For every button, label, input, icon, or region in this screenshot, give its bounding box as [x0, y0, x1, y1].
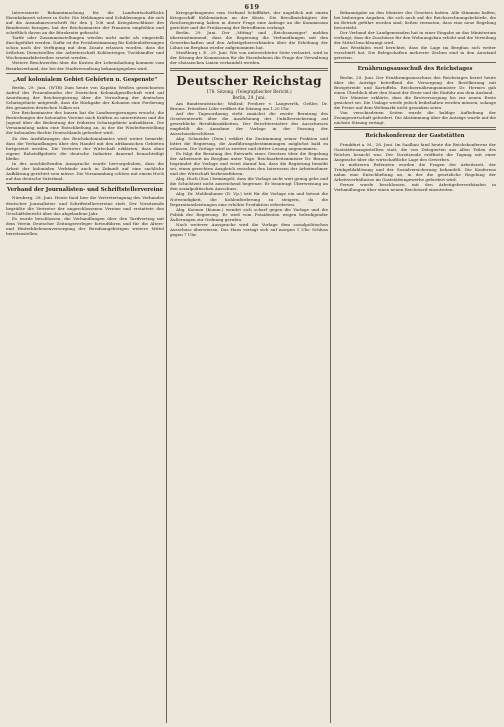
section-heading: Verband der Journalisten- und Schriftstellervereine [7, 186, 163, 193]
article-paragraph: Abg. Koenen (Komm.) wendet sich scharf gegen die Vorlage und die Politik der Regierung. Er wird vom Präsidenten wegen beleidigender Äußerungen zur Ordnung gerufen. [170, 206, 328, 222]
article-paragraph: Abg. Hoch (Soz.) bemängelt, dass die Vorlage nicht weit genug gehe und die Schichtzeit nicht ausreichend begrenze. Er beantragt Überweisung an den sozialpolitischen Ausschuss. [170, 176, 328, 192]
article-paragraph: Nürnberg, 28. Juni. Heute fand hier die Vertretertagung des Verbandes deutscher Journalisten- und Schriftstellervereine statt. Der Vorsitzende begrüßte die Vertreter der angeschlossenen Vereine und erstattete den Geschäftsbericht über das abgelaufene Jahr. [6, 195, 164, 216]
section-heading: „Auf kolonialem Gebiet Gehörten u. Gespenste" [12, 76, 158, 83]
article-paragraph: Nach weiterer Aussprache wird die Vorlage dem sozialpolitischen Ausschuss überwiesen. Das Haus vertagt sich auf morgen 1 Uhr. Schluss gegen 7 Uhr. [170, 221, 328, 237]
page-number: 619 [244, 3, 260, 11]
article-paragraph: Frankfurt a. M., 28. Juni. Im Saalbau fand heute die Reichskonferenz der Gaststättenangestellten statt, die von Delegierten aus allen Teilen des Reiches besucht war. Der Vorsitzende eröffnete die Tagung mit einer Ansprache über die wirtschaftliche Lage des Gewerbes. [334, 141, 496, 163]
article-paragraph: In mehreren Referaten wurden die Fragen der Arbeitszeit, der Trinkgeldablösung und der Sozialversicherung behandelt. Die Konferenz nahm eine Entschließung an, in der die gesetzliche Regelung der Arbeitsverhältnisse im Gaststättengewerbe gefordert wird. [334, 162, 496, 183]
article-paragraph: Der Verband der Landgemeinden hat in einer Eingabe an das Ministerium verlangt, dass die Zuschüsse für den Wohnungsbau erhöht und die Verteilung der Mittel beschleunigt wird. [334, 30, 496, 46]
article-paragraph: Der Minister erklärte, dass die Brotversorgung bis zur neuen Ernte gesichert sei. Die Umlage werde jedoch beibehalten werden müssen, solange die Preise auf dem Weltmarkt nicht gesunken seien. [334, 95, 496, 111]
dateline: Berlin, 29. Juni. [232, 94, 266, 100]
article-paragraph: Kriegsgefangenen vom Verband Schifffahrt, der angeblich mit einem Kriegsschiff Kohlenstation an der Küste. Die Bevollmächtigten der Reichsregierung haben in dieser Frage eine Anfrage an die Kommission gerichtet und die Freilassung der Betroffenen verlangt. [170, 10, 328, 31]
section-separator [170, 68, 328, 71]
article-paragraph: Tarife oder Zusammenstellungen werden nicht mehr als eingestellt durchgeführt werden. Dafür ist die Preisbestimmung für Kohlenlieferungen schon nach der Verfügung mit dem Zusatz erlassen worden, dass die örtlichen Dienststellen der Arbeiterschaft Kohlenträger, Tuchhändler und Wochenmarktbetreiber ersetzt werden. [6, 35, 164, 61]
article-paragraph: Ferner wurde beschlossen, mit den Arbeitgeberverbänden in Verhandlungen über einen neuen Reichstarif einzutreten. [334, 182, 496, 193]
section-separator [6, 183, 164, 184]
column-2 [170, 10, 328, 723]
article-paragraph: Straßburg i. E., 29. Juni. Wie von unterrichteter Seite verlautet, wird in der Sitzung der Kommission für die Eisenbahnen die Frage der Verwaltung der elsässischen Linien verhandelt werden. [170, 50, 328, 66]
article-paragraph: Berlin, 29. Juni. Der Ernährungsausschuss des Reichstages beriet heute über die Anträge betreffend die Versorgung der Bevölkerung mit Brotgetreide und Kartoffeln. Reichsernährungsminister Dr. Hermes gab einen Überblick über den Stand der Ernte und die Einfuhr aus dem Ausland. [334, 74, 496, 96]
section-separator [334, 127, 496, 130]
article-paragraph: Am Bundesratstische: Wallraf, Freiherr v. Langwerth, Geßler, Dr. Brauns. Präsident Löbe eröffnet die Sitzung um 1.20 Uhr. [170, 100, 328, 111]
column-3 [334, 10, 496, 723]
main-heading: Deutscher Reichstag [176, 73, 322, 88]
article-paragraph: Weitere Beschwerden über die Kosten der Lebenshaltung kommen vom Bezirksverband, der bei der Stadtverwaltung bekanntgegeben wird. [6, 60, 164, 71]
column-divider [166, 10, 167, 723]
column-divider [330, 10, 331, 723]
article-paragraph: Abg. Dr. Moldenhauer (D. Vp.) tritt für die Vorlage ein und betont die Notwendigkeit, die Kohlenförderung zu steigern, da die Reparationsleistungen eine erhöhte Produktion erforderten. [170, 191, 328, 207]
article-paragraph: Interessierte Bekanntmachung für die Landwirtschaftliche Eisenbahnzeit schwer in Sicht. Die Meldungen und Schilderungen, die sich auf die Ausnahmevorschrift für den § 106 und Kriegsbeschlüsse des Bundesrats bezogen, hat der Reichsminister der Finanzen empfohlen und schriftlich davon an die Bürokratie gebracht. [6, 10, 164, 36]
section-heading: Reichskonferenz der Gaststätten [365, 133, 465, 140]
section-heading: Ernährungsausschuß des Reichstages [357, 66, 473, 73]
article-paragraph: Bekanntgabe an den Minister des Gesetzes hatten. Alle Stimmen halfen; bei bisherigen Angaben, die sich auch auf die Reichsrechnungsbehörde, die im Betrieb geführt worden sind, ließen vermuten, dass eine neue Regelung bevorsteht. [334, 10, 496, 31]
article-paragraph: Auf der Tagesordnung steht zunächst die zweite Beratung des Gesetzentwurfs über die Ausdehnung der Unfallversicherung auf gewerbliche Berufskrankheiten. Der Berichterstatter des Ausschusses empfiehlt die Annahme der Vorlage in der Fassung der Ausschussbeschlüsse. [170, 110, 328, 136]
article-paragraph: Abg. Schneider (Dem.) erklärt die Zustimmung seiner Fraktion und bittet die Regierung, die Ausführungsbestimmungen möglichst bald zu erlassen. Die Vorlage wird in zweiter und dritter Lesung angenommen. [170, 135, 328, 152]
article-paragraph: Der Reichsminister des Innern hat die Landesregierungen ersucht, die Bestrebungen der kolonialen Vereine nach Kräften zu unterstützen und die Jugend über die Bedeutung der früheren Schutzgebiete aufzuklären. Die Versammlung nahm eine Entschließung an, in der die Wiederherstellung der kolonialen Rechte Deutschlands gefordert wird. [6, 110, 164, 136]
article-paragraph: Es folgt die Beratung des Entwurfs eines Gesetzes über die Regelung der Arbeitszeit im Bergbau unter Tage. Reichsarbeitsminister Dr. Brauns begründet die Vorlage und weist darauf hin, dass die Regierung bemüht sei, einen gerechten Ausgleich zwischen den Interessen der Arbeitnehmer und der Wirtschaft herbeizuführen. [170, 151, 328, 177]
section-separator [334, 62, 496, 63]
article-paragraph: Es wurde beschlossen, die Verhandlungen über den Tarifvertrag mit dem Verein Deutscher Zeitungsverleger fortzuführen und für die Alters- und Hinterbliebenenversorgung der Berufsangehörigen weitere Mittel bereitzustellen. [6, 215, 164, 236]
article-paragraph: Berlin, 29. Juni. (WTB) Zum heute von Kapitän Weißen gezeichneten Aufruf des Frauenbundes der Deutschen Kolonialgesellschaft wird auf Anordnung der Reichsregierung über die Verwaltung der deutschen Schutzgebiete mitgeteilt, dass die Rückgabe der Kolonien eine Forderung des gesamten deutschen Volkes sei. [6, 85, 164, 111]
article-paragraph: In der anschließenden Aussprache wurde hervorgehoben, dass die Arbeit der kolonialen Verbände auch in Zukunft auf eine sachliche Aufklärung gerichtet sein müsse. Die Versammlung schloss mit einem Hoch auf das deutsche Vaterland. [6, 160, 164, 181]
article-paragraph: Aus Westfalen wird berichtet, dass die Lage im Bergbau sich weiter verschärft hat. Die Belegschaften mehrerer Zechen sind in den Ausstand getreten. [334, 45, 496, 61]
article-paragraph: Zu den Ausführungen des Reichskolonialamtes wird weiter bemerkt, dass die Verhandlungen über den Handel mit den afrikanischen Gebieten fortgesetzt werden. Die Vertreter der Wirtschaft erklärten, dass ohne eigene Rohstoffgebiete die deutsche Industrie dauernd benachteiligt bleibe. [6, 135, 164, 161]
session-line: 178. Sitzung. (Telegraphischer Bericht.) [206, 88, 292, 94]
article-paragraph: Von verschiedenen Seiten wurde die baldige Aufhebung der Zwangswirtschaft gefordert. Die Abstimmung über die Anträge wurde auf die nächste Sitzung vertagt. [334, 110, 496, 126]
section-separator [6, 73, 164, 74]
column-1 [6, 10, 164, 723]
article-paragraph: Berlin, 29. Juni. Der „Mittag" und „Reichsanzeiger" melden übereinstimmend, dass die Regierung die Verhandlungen mit den Gewerkschaften und den Arbeitgeberverbänden über die Erhöhung der Löhne im Bergbau wieder aufgenommen hat. [170, 30, 328, 51]
